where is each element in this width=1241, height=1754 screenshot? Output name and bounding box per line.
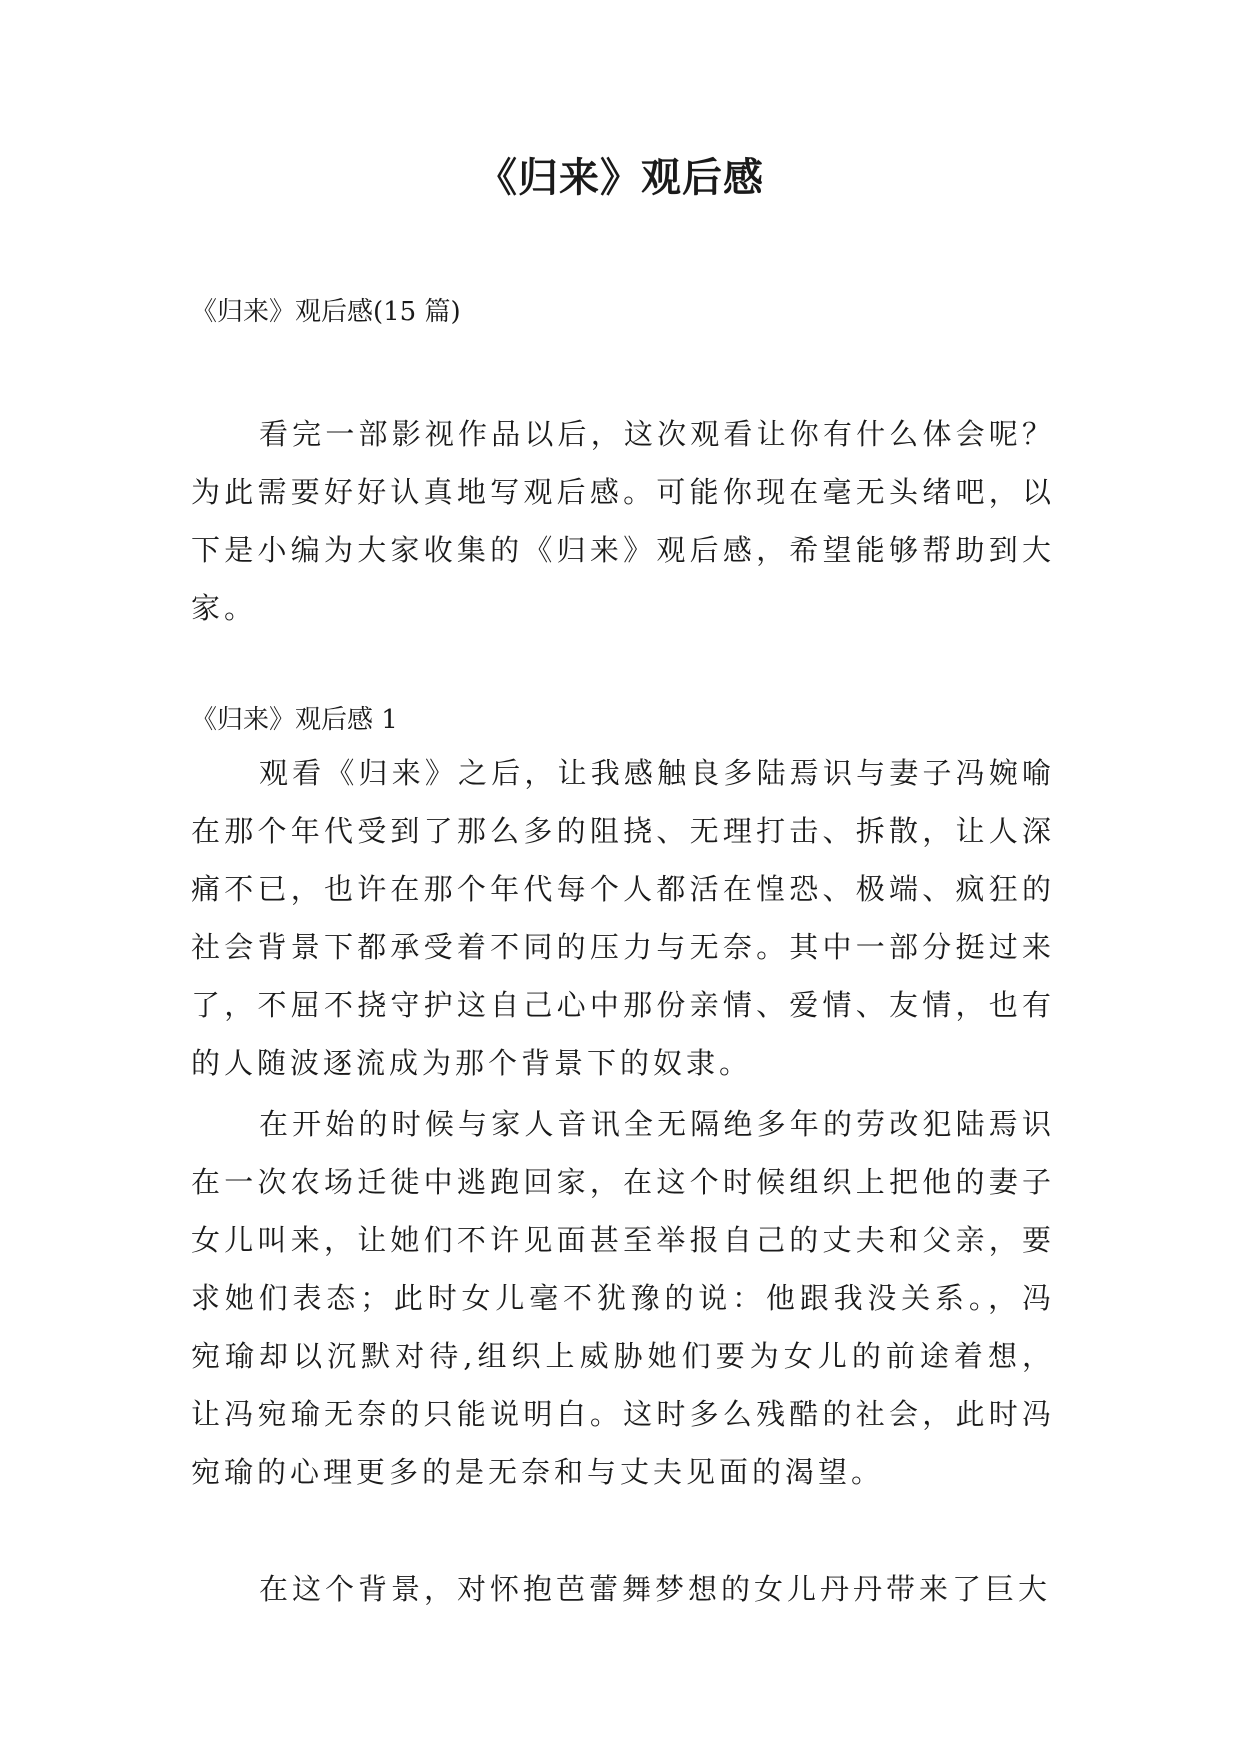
- body-paragraph-1: 观看《归来》之后，让我感触良多陆焉识与妻子冯婉喻在那个年代受到了那么多的阻挠、无理打击、拆散，让人深痛不已，也许在那个年代每个人都活在惶恐、极端、疯狂的社会背景下都承受着不同的压力与无奈。其中一部分挺过来了，不屈不挠守护这自己心中那份亲情、爱情、友情，也有的人随波逐流成为那个背景下的奴隶。: [191, 756, 1055, 1080]
- intro-paragraph: 看完一部影视作品以后，这次观看让你有什么体会呢？为此需要好好认真地写观后感。可能你现在毫无头绪吧，以下是小编为大家收集的《归来》观后感，希望能够帮助到大家。: [191, 417, 1055, 625]
- body-paragraph-2: 在开始的时候与家人音讯全无隔绝多年的劳改犯陆焉识在一次农场迁徙中逃跑回家，在这个时候组织上把他的妻子女儿叫来，让她们不许见面甚至举报自己的丈夫和父亲，要求她们表态；此时女儿毫不犹豫的说：他跟我没关系。，冯宛瑜却以沉默对待,组织上威胁她们要为女儿的前途着想，让冯宛瑜无奈的只能说明白。这时多么残酷的社会，此时冯宛瑜的心理更多的是无奈和与丈夫见面的渴望。: [191, 1107, 1055, 1489]
- section-heading: 《归来》观后感 1: [191, 705, 398, 735]
- document-subtitle: 《归来》观后感(15 篇): [191, 297, 461, 327]
- body-paragraph-3: 在这个背景，对怀抱芭蕾舞梦想的女儿丹丹带来了巨大: [259, 1572, 1052, 1606]
- document-title: 《归来》观后感: [477, 155, 764, 201]
